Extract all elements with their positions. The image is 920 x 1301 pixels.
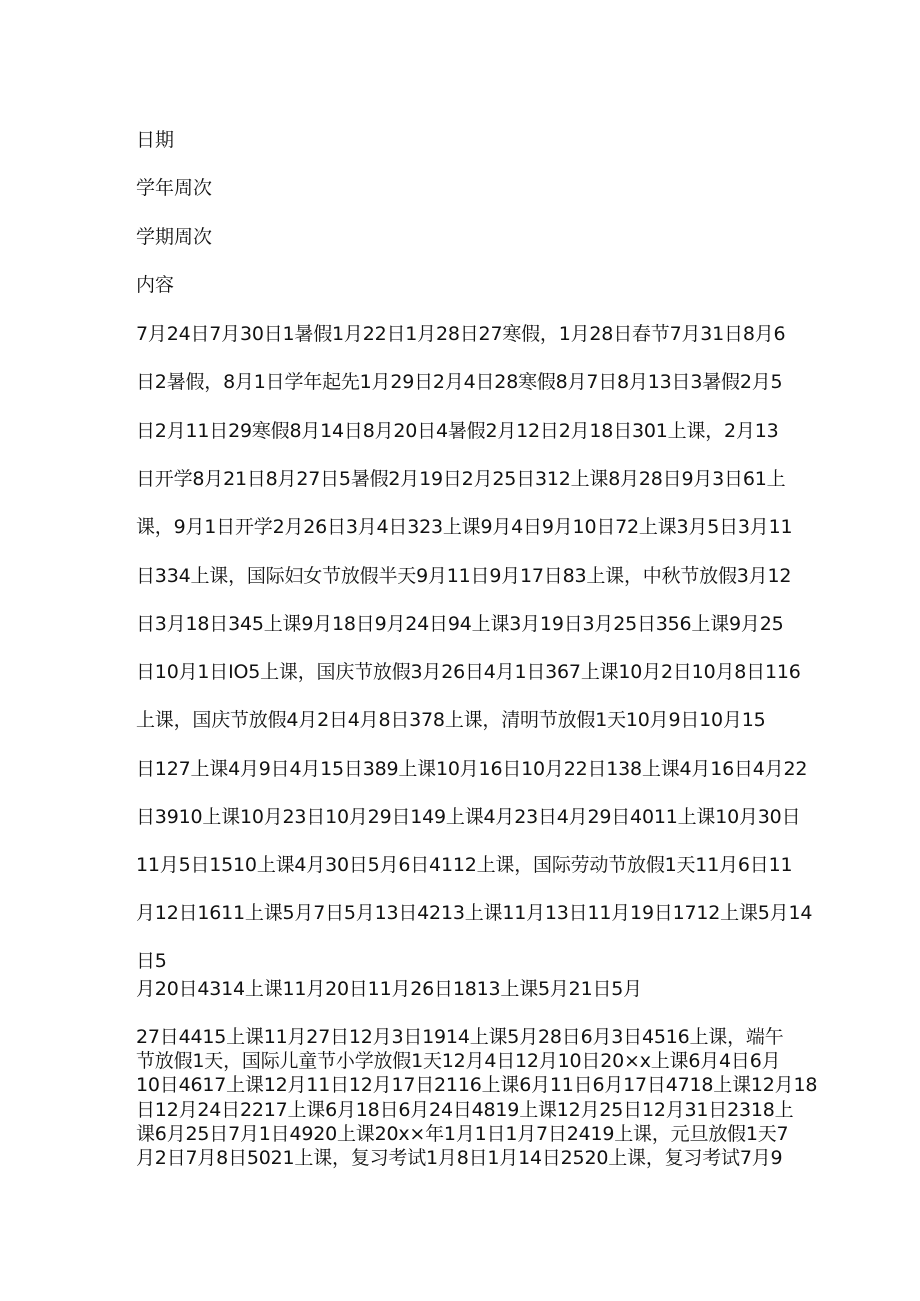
body-line: 日3910上课10月23日10月29日149上课4月23日4月29日4011上课10月30日: [136, 806, 801, 828]
body-line: 日5: [136, 950, 167, 972]
header-date: 日期: [136, 129, 175, 151]
body-line: 课，9月1日开学2月26日3月4日323上课9月4日9月10日72上课3月5日3月11: [136, 516, 793, 538]
body-line: 日开学8月21日8月27日5暑假2月19日2月25日312上课8月28日9月3日61上: [136, 468, 786, 490]
body-line: 日10月1日IO5上课，国庆节放假3月26日4月1日367上课10月2日10月8日116: [136, 661, 801, 683]
body-line: 月20日4314上课11月20日11月26日1813上课5月21日5月: [136, 978, 642, 1000]
body-line-tight: 10日4617上课12月11日12月17日2116上课6月11日6月17日4718上课12月18: [136, 1074, 818, 1096]
body-line-tight: 课6月25日7月1日4920上课20x×年1月1日1月7日2419上课，元旦放假1天7: [136, 1123, 789, 1145]
body-line-tight: 月2日7月8日5021上课，复习考试1月8日1月14日2520上课，复习考试7月9: [136, 1147, 783, 1169]
header-content: 内容: [136, 274, 175, 296]
body-line: 日127上课4月9日4月15日389上课10月16日10月22日138上课4月16日4月22: [136, 758, 808, 780]
header-school-year-week: 学年周次: [136, 177, 213, 199]
body-line: 7月24日7月30日1暑假1月22日1月28日27寒假，1月28日春节7月31日8月6: [136, 323, 786, 345]
body-line: 上课，国庆节放假4月2日4月8日378上课，清明节放假1天10月9日10月15: [136, 709, 766, 731]
body-line: 11月5日1510上课4月30日5月6日4112上课，国际劳动节放假1天11月6日11: [136, 854, 793, 876]
body-line: 日2暑假，8月1日学年起先1月29日2月4日28寒假8月7日8月13日3暑假2月5: [136, 371, 783, 393]
body-line: 日2月11日29寒假8月14日8月20日4暑假2月12日2月18日301上课，2月13: [136, 420, 779, 442]
body-line: 日3月18日345上课9月18日9月24日94上课3月19日3月25日356上课9月25: [136, 613, 784, 635]
body-line: 月12日1611上课5月7日5月13日4213上课11月13日11月19日1712上课5月14: [136, 902, 813, 924]
body-line-tight: 日12月24日2217上课6月18日6月24日4819上课12月25日12月31日2318上: [136, 1099, 794, 1121]
body-line-tight: 27日4415上课11月27日12月3日1914上课5月28日6月3日4516上课，端午: [136, 1026, 784, 1048]
header-semester-week: 学期周次: [136, 226, 213, 248]
body-line-tight: 节放假1天，国际儿童节小学放假1天12月4日12月10日20×x上课6月4日6月: [136, 1050, 781, 1072]
body-line: 日334上课，国际妇女节放假半天9月11日9月17日83上课，中秋节放假3月12: [136, 565, 792, 587]
